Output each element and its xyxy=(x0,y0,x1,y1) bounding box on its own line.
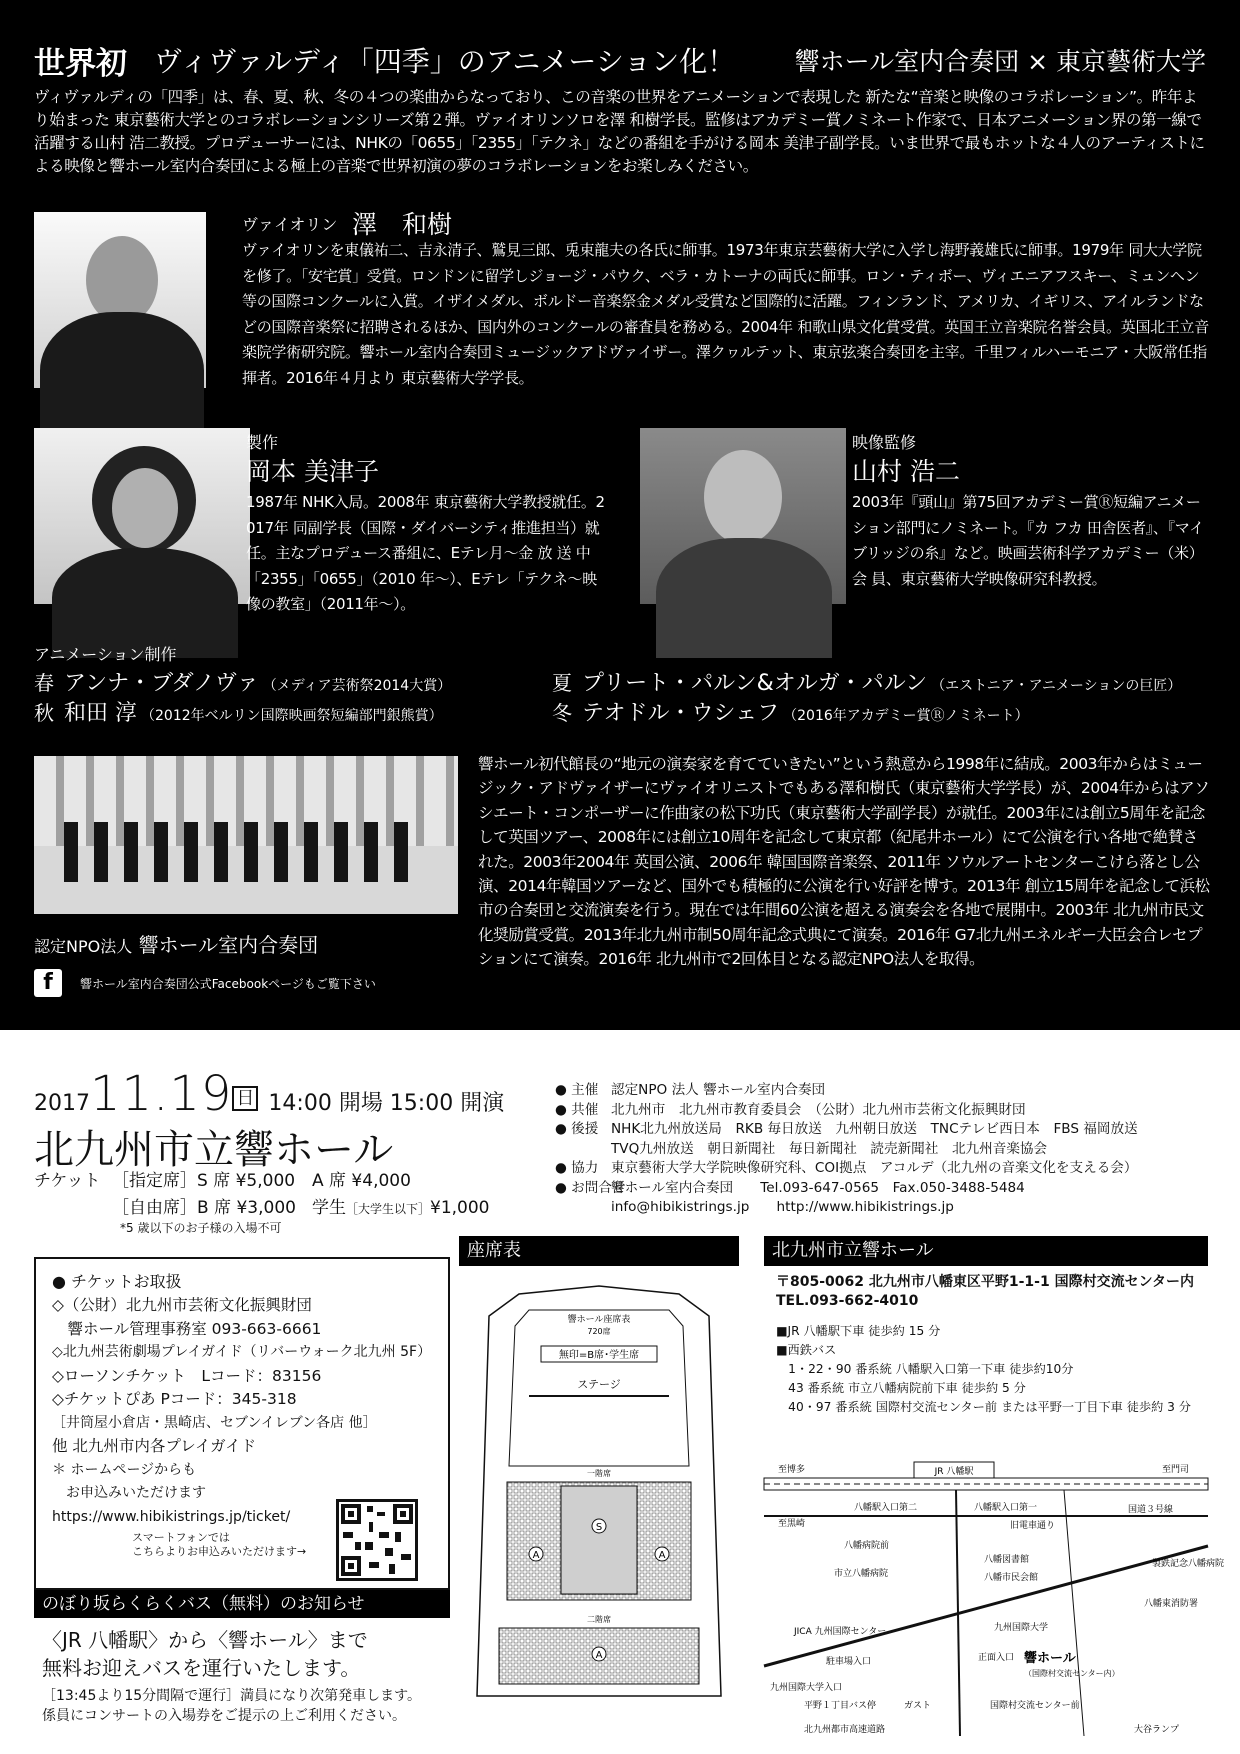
svg-text:正面入口: 正面入口 xyxy=(978,1653,1015,1663)
animator-spring: 春 アンナ・ブダノヴァ （メディア芸術祭2014大賞） xyxy=(34,671,452,696)
svg-text:八幡病院前: 八幡病院前 xyxy=(844,1541,890,1551)
orchestra-text: 響ホール初代館長の“地元の演奏家を育てていきたい”という熱意から1998年に結成。2003年からはミュージック・アドヴァイザーにヴァイオリニストでもある澤和樹氏（東京藝術大学学長）が、2004年からはアソシエート・コンポーザーに作曲家の松下功氏（東京藝術大学副学長）が就任。2003年には創立5周年を記念して英国ツアー、2008年には創立10周年を記念して東京都（紀尾井ホール）にて公演を行い各地で絶賛された。2003年2004年 英国公演、2006年 韓国国際音楽祭、2011年 ソウルアートセンターこけら落とし公演、2014年韓国ツアーなど、国外でも積極的に公演を行い好評を博す。2013年 創立15周年を記念して浜松市の合奏団と交流演奏を行う。現在では年間60公演を超える演奏会を各地で展開中。2003年 北九州市民文化奨励賞受賞。2013年北九州市制50周年記念式典にて演奏。2016年 G7北九州エネルギー大臣会合レセプションにて演奏。2016年 北九州市で2回体目となる認定NPO法人を取得。 xyxy=(478,755,1210,969)
facebook-note: 響ホール室内合奏団公式Facebookページもご覧下さい xyxy=(80,977,376,991)
svg-text:九州国際大学: 九州国際大学 xyxy=(994,1623,1049,1633)
free-bus-text: 〈JR 八幡駅〉から〈響ホール〉まで 無料お迎えバスを運行いたします。 xyxy=(42,1628,368,1680)
svg-text:駐車場入口: 駐車場入口 xyxy=(826,1657,872,1667)
svg-text:製鉄記念八幡病院: 製鉄記念八幡病院 xyxy=(1152,1559,1225,1569)
svg-text:無印=B席･学生席: 無印=B席･学生席 xyxy=(558,1350,640,1361)
svg-text:JICA 九州国際センター: JICA 九州国際センター xyxy=(794,1627,887,1637)
free-bus-title: のぼり坂らくらくバス（無料）のお知らせ xyxy=(34,1590,450,1618)
access-directions: ■JR 八幡駅下車 徒歩約 15 分 ■西鉄バス 1・22・90 番系統 八幡駅入口第一下車 徒歩約10分 43 番系統 市立八幡病院前下車 徒歩約 5 分 40・97 番系統 国際村交流センター前 または平野一丁目下車 徒歩約 3 分 xyxy=(776,1324,1191,1414)
svg-text:二階席: 二階席 xyxy=(587,1615,611,1624)
svg-text:S: S xyxy=(595,1522,603,1533)
animation-heading: アニメーション制作 xyxy=(34,645,177,664)
director-role: 映像監修 xyxy=(852,433,917,452)
svg-text:至門司: 至門司 xyxy=(1162,1465,1190,1475)
producer-role: 製作 xyxy=(246,433,279,452)
seating-title: 座席表 xyxy=(459,1236,739,1266)
svg-text:八幡市民会館: 八幡市民会館 xyxy=(984,1573,1039,1583)
ticket-note: *5 歳以下のお子様の入場不可 xyxy=(120,1221,282,1235)
svg-text:至黒崎: 至黒崎 xyxy=(778,1519,806,1529)
headline-title: ヴィヴァルディ「四季」のアニメーション化！ xyxy=(154,45,736,78)
director-photo xyxy=(640,428,846,604)
ticket-url[interactable]: https://www.hibikistrings.jp/ticket/ xyxy=(52,1508,291,1525)
qr-code[interactable] xyxy=(336,1499,418,1581)
ticket-prices: チケット ［指定席］S 席 ¥5,000 A 席 ¥4,000 ［自由席］B 席 ¥3,000 学生［大学生以下］¥1,000 xyxy=(34,1171,490,1218)
violinist-photo xyxy=(34,212,206,388)
access-title: 北九州市立響ホール xyxy=(764,1236,1208,1266)
director-bio: 2003年『頭山』第75回アカデミー賞Ⓡ短編アニメーション部門にノミネート。『カ フカ 田舎医者』、『マイブリッジの糸』など。映画芸術科学アカデミー（米）会 員、東京藝術大学映像研究科教授。 xyxy=(852,493,1204,588)
director-name: 山村 浩二 xyxy=(852,457,960,486)
seating-chart xyxy=(459,1266,739,1726)
svg-text:八幡駅入口第一: 八幡駅入口第一 xyxy=(974,1503,1038,1513)
svg-text:国際村交流センター前: 国際村交流センター前 xyxy=(990,1701,1080,1711)
violin-role: ヴァイオリン xyxy=(242,215,338,234)
animator-summer: 夏 プリート・パルン&オルガ・パルン （エストニア・アニメーションの巨匠） xyxy=(552,671,1182,696)
animator-winter: 冬 テオドル・ウシェフ （2016年アカデミー賞Ⓡノミネート） xyxy=(552,701,1029,726)
svg-text:一階席: 一階席 xyxy=(587,1469,611,1478)
svg-text:A: A xyxy=(595,1650,603,1661)
headline-lead: 世界初 xyxy=(34,46,127,82)
svg-text:九州国際大学入口: 九州国際大学入口 xyxy=(770,1683,843,1693)
ticket-outlets-box xyxy=(34,1257,450,1590)
event-credits: ● 主催 認定NPO 法人 響ホール室内合奏団 ● 共催 北九州市 北九州市教育委員会 （公財）北九州市芸術文化振興財団 ● 後援 NHK北九州放送局 RKB 毎日放送 九州朝日放送 TNCテレビ西日本 FBS 福岡放送 TVQ九州放送 朝日新聞社 毎日新聞社 読売新聞社 北九州音楽協会 ● 協力 東京藝術大学大学院映像研究科、COI拠点 アコルデ（北九州の音楽文化を支える会） ● お問合せ 響ホール室内合奏団 Tel.093-647-0565 Fax.050-3488-5484 info@hibikistrings.jp http://www.hibikistrings.jp xyxy=(555,1081,1211,1218)
svg-text:響ホール: 響ホール xyxy=(1024,1651,1076,1666)
svg-text:響ホール座席表: 響ホール座席表 xyxy=(567,1315,631,1325)
headline xyxy=(34,38,1206,82)
intro-text: ヴィヴァルディの「四季」は、春、夏、秋、冬の４つの楽曲からなっており、この音楽の世界をアニメーションで表現した 新たな“音楽と映像のコラボレーション”。昨年より始まった 東京藝術大学とのコラボレーションシリーズ第２弾。ヴァイオリンソロを澤 和樹学長。監修はアカデミー賞ノミネート作家で、日本アニメーション界の第一線で活躍する山村 浩二教授。プロデューサーには、NHKの「0655」「2355」「テクネ」などの番組を手がける岡本 美津子副学長。いま世界で最もホットな４人のアーティストによる映像と響ホール室内合奏団による極上の音楽で世界初演の夢のコラボレーションをお楽しみください。 xyxy=(34,88,1205,175)
venue-address: 〒805-0062 北九州市八幡東区平野1-1-1 国際村交流センター内 TEL.093-662-4010 xyxy=(776,1274,1195,1309)
svg-text:A: A xyxy=(658,1550,666,1561)
animator-autumn: 秋 和田 淳 （2012年ベルリン国際映画祭短編部門銀熊賞） xyxy=(34,701,443,726)
svg-text:至博多: 至博多 xyxy=(778,1465,806,1475)
svg-text:（国際村交流センター内）: （国際村交流センター内） xyxy=(1024,1669,1120,1678)
svg-text:A: A xyxy=(532,1550,540,1561)
svg-text:720席: 720席 xyxy=(587,1327,611,1336)
event-venue: 北九州市立響ホール xyxy=(34,1127,394,1173)
svg-text:大谷ランプ: 大谷ランプ xyxy=(1134,1725,1180,1735)
producer-bio: 1987年 NHK入局。2008年 東京藝術大学教授就任。2017年 同副学長（国際・ダイバーシティ推進担当）就任。主なプロデュース番組に、Eテレ月～金 放 送 中「2355」「0655」（2010 年～）、Eテレ「テクネ～映像の教室」（2011年～）。 xyxy=(246,493,605,613)
headline-collab: 響ホール室内合奏団 × 東京藝術大学 xyxy=(794,47,1206,76)
ticket-outlets-list: ◇（公財）北九州市芸術文化振興財団 響ホール管理事務室 093-663-6661 ◇北九州芸術劇場プレイガイド（リバーウォーク北九州 5F） ◇ローソンチケット Lコード：83156 ◇チケットぴあ Pコード：345-318 ［井筒屋小倉店・黒崎店、セブンイレブン各店 他］ 他 北九州市内各プレイガイド ＊ ホームページからも お申込みいただけます https://www.hibikistrings.jp/ticket/ xyxy=(52,1294,444,1529)
svg-text:旧電車通り: 旧電車通り xyxy=(1010,1521,1056,1531)
violin-name: 澤 和樹 xyxy=(352,210,453,239)
event-date: 201711.19 日 14:00 開場 15:00 開演 xyxy=(34,1066,505,1122)
svg-text:北九州都市高速道路: 北九州都市高速道路 xyxy=(804,1725,886,1735)
svg-text:JR 八幡駅: JR 八幡駅 xyxy=(934,1467,974,1477)
producer-name: 岡本 美津子 xyxy=(246,457,379,486)
ticket-outlets-title: ● チケットお取扱 xyxy=(52,1272,182,1291)
qr-note: スマートフォンでは こちらよりお申込みいただけます→ xyxy=(132,1531,307,1558)
orchestra-name: 認定NPO法人 響ホール室内合奏団 xyxy=(34,933,319,957)
svg-text:市立八幡病院: 市立八幡病院 xyxy=(834,1569,889,1579)
access-map xyxy=(764,1446,1225,1736)
producer-photo xyxy=(34,428,250,604)
facebook-icon[interactable]: f xyxy=(34,969,62,997)
violin-bio: ヴァイオリンを東儀祐二、吉永清子、鷲見三郎、兎束龍夫の各氏に師事。1973年東京芸藝術大学に入学し海野義雄氏に師事。1979年 同大大学院を修了。「安宅賞」受賞。ロンドンに留学しジョージ・パウク、ベラ・カトーナの両氏に師事。ロン・ティボー、ヴィエニアフスキー、ミュンヘン等の国際コンクールに入賞。イザイメダル、ボルドー音楽祭金メダル受賞など国際的に活躍。フィンランド、アメリカ、イギリス、アイルランドなどの国際音楽祭に招聘されるほか、国内外のコンクールの審査員を務める。2004年 和歌山県文化賞受賞。英国王立音楽院名誉会員。英国北王立音楽院学術研究院。響ホール室内合奏団ミュージックアドヴァイザー。澤クヮルテット、東京弦楽合奏団を主宰。千里フィルハーモニア・大阪常任指揮者。2016年４月より 東京藝術大学学長。 xyxy=(242,241,1209,387)
svg-text:平野１丁目バス停: 平野１丁目バス停 xyxy=(804,1701,877,1711)
svg-text:八幡駅入口第二: 八幡駅入口第二 xyxy=(854,1503,918,1513)
svg-text:国道３号線: 国道３号線 xyxy=(1128,1505,1174,1515)
free-bus-note: ［13:45より15分間隔で運行］満員になり次第発車します。 係員にコンサートの入場券をご提示の上ご利用ください。 xyxy=(42,1688,422,1724)
svg-text:八幡図書館: 八幡図書館 xyxy=(984,1555,1030,1565)
svg-text:ステージ: ステージ xyxy=(577,1378,621,1391)
contact-links[interactable]: info@hibikistrings.jp http://www.hibikistrings.jp xyxy=(611,1199,954,1215)
svg-text:八幡東消防署: 八幡東消防署 xyxy=(1144,1599,1199,1609)
orchestra-photo xyxy=(34,756,458,914)
svg-text:ガスト: ガスト xyxy=(904,1701,932,1711)
